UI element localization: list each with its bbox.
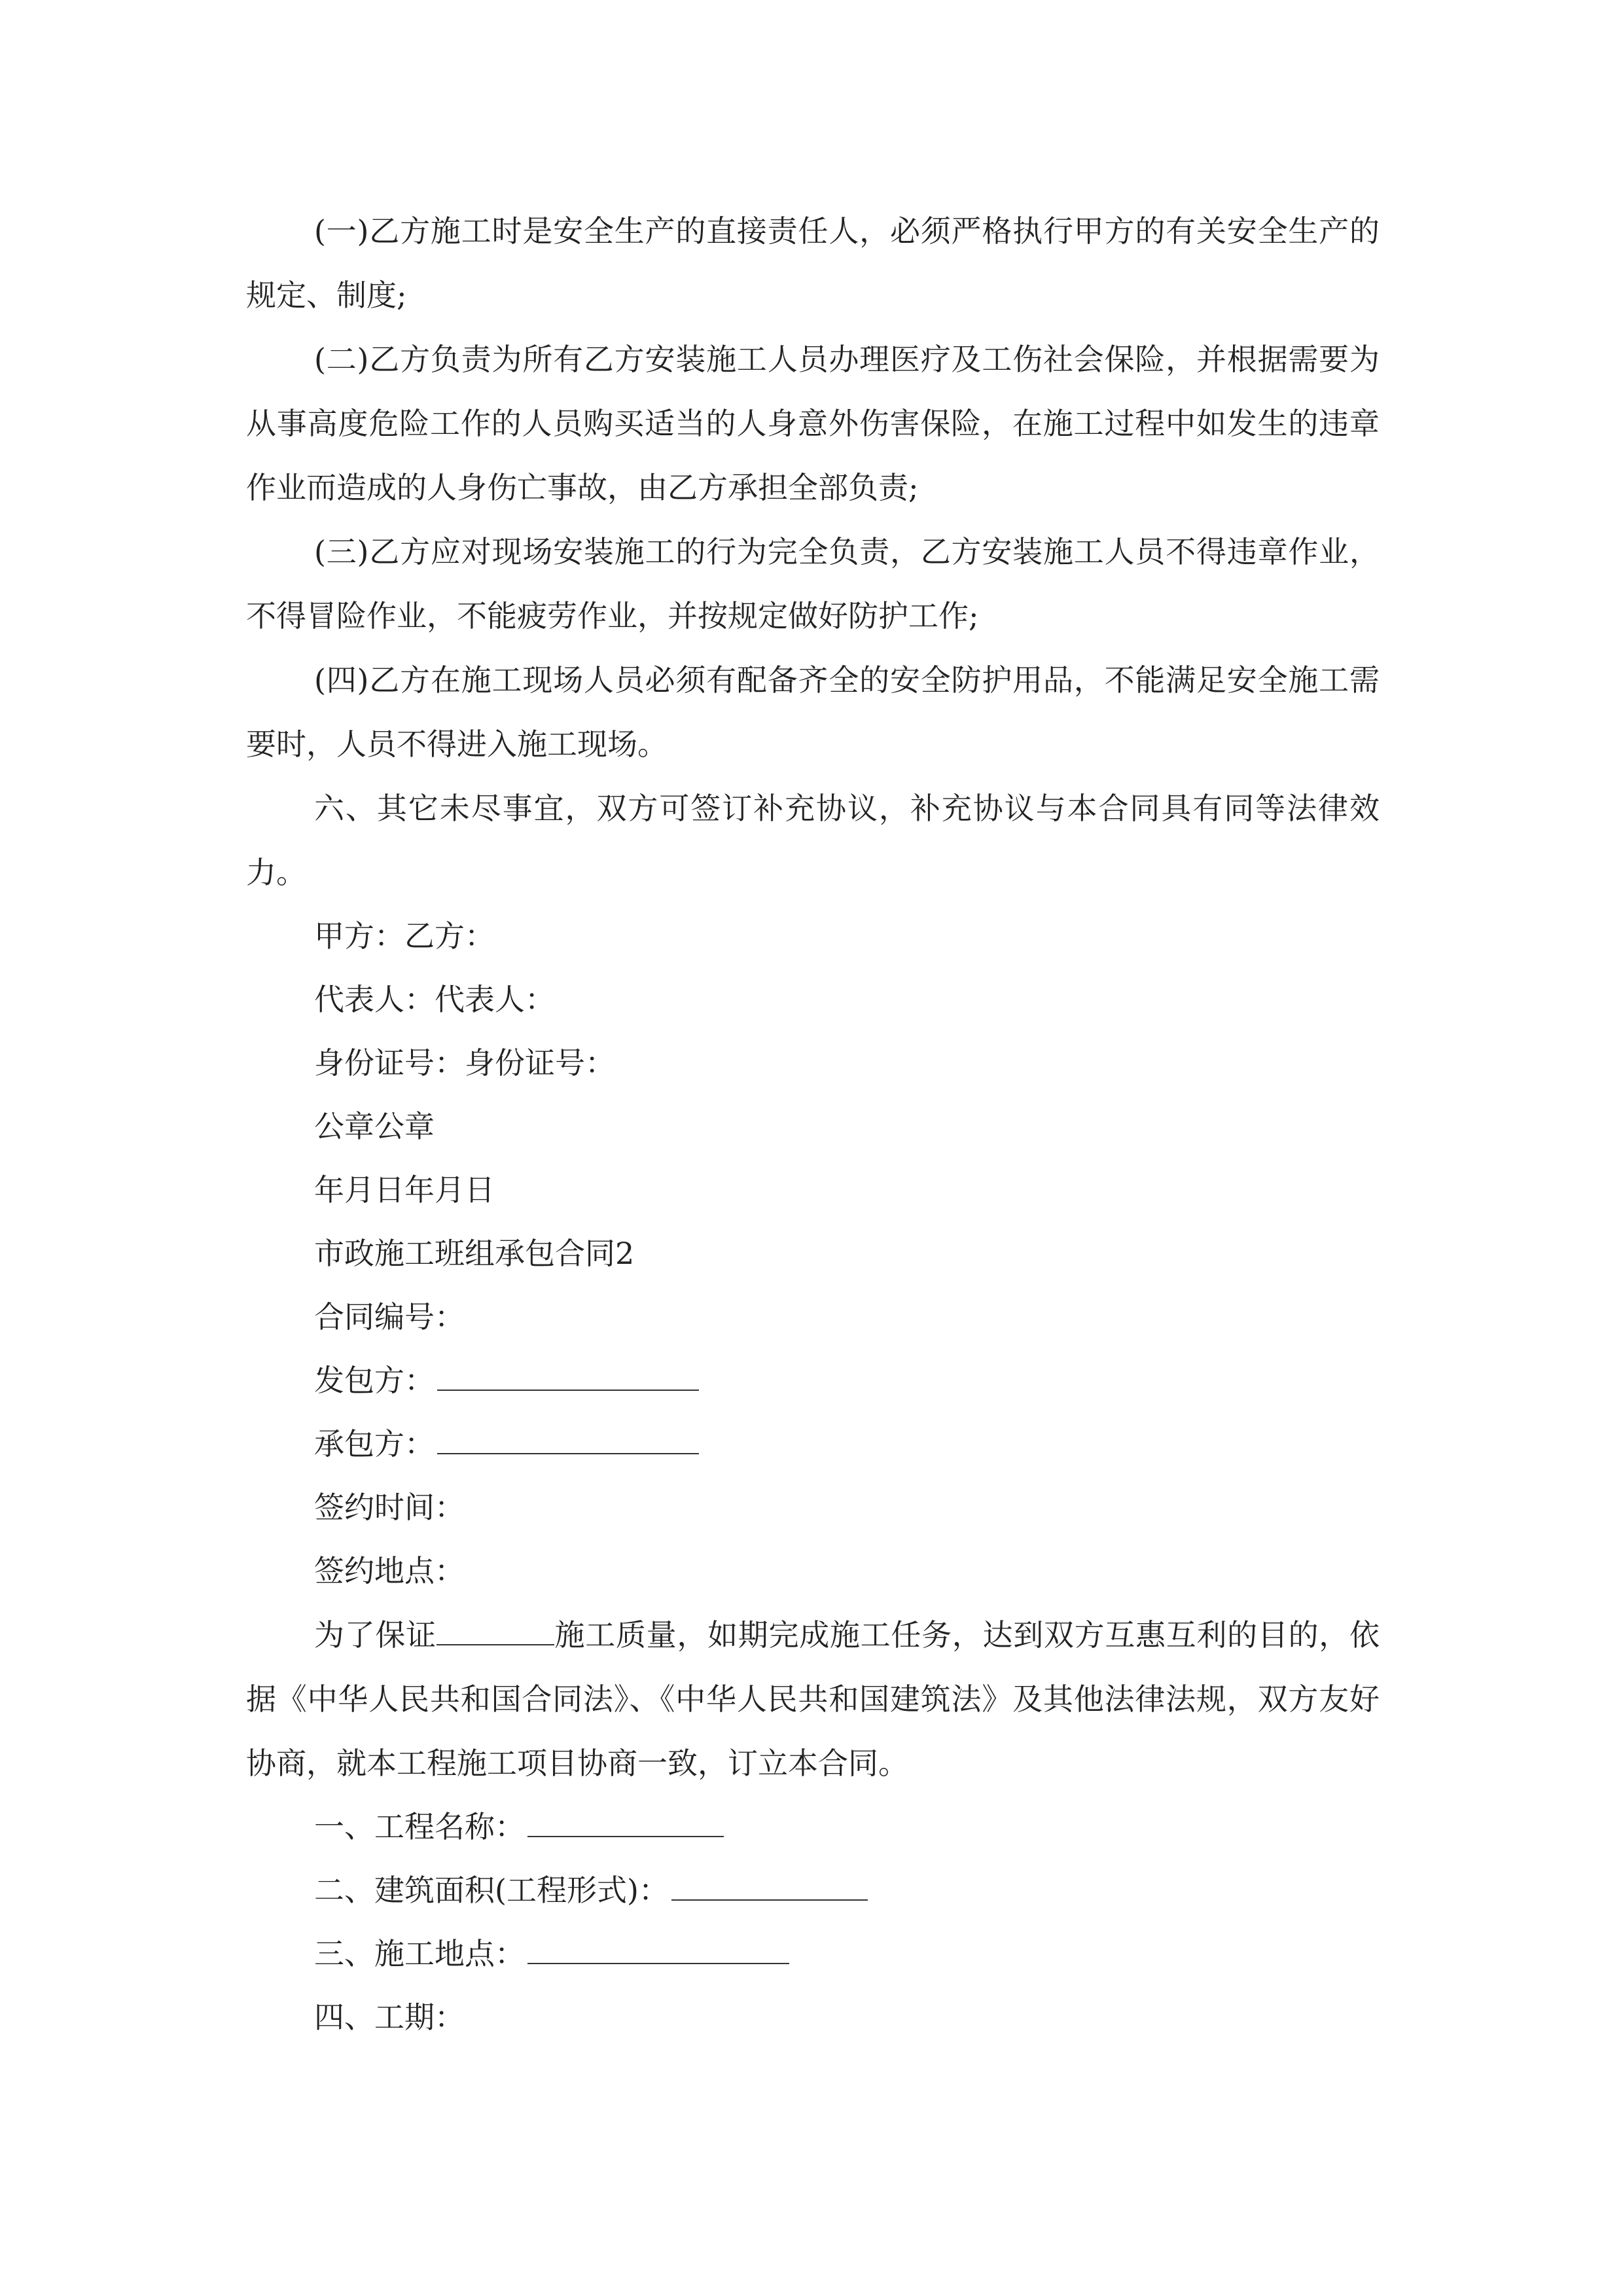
item1-blank [527, 1806, 724, 1837]
sign-place-line [246, 1539, 1380, 1603]
project-name-blank [437, 1614, 554, 1645]
item1-label: 一、工程名称： [314, 1809, 525, 1844]
item4-line [246, 1986, 1380, 2049]
item4-label: 四、工期： [314, 2000, 465, 2035]
contract-number-label: 合同编号： [314, 1299, 465, 1335]
item1-line [246, 1795, 1380, 1859]
intro-part-1: 为了保证 [314, 1617, 437, 1653]
clause-paragraph-1: (一)乙方施工时是安全生产的直接责任人，必须严格执行甲方的有关安全生产的规定、制度; [246, 213, 1380, 313]
contractor-blank [437, 1423, 699, 1454]
item3-label: 三、施工地点： [314, 1936, 525, 1971]
item2-blank [671, 1869, 868, 1901]
clause-paragraph-3: (三)乙方应对现场安装施工的行为完全负责，乙方安装施工人员不得违章作业，不得冒险作业，不能疲劳作业，并按规定做好防护工作; [246, 534, 1380, 634]
contractor-line [246, 1412, 1380, 1476]
clause-paragraph-4: (四)乙方在施工现场人员必须有配备齐全的安全防护用品，不能满足安全施工需要时，人员不得进入施工现场。 [246, 662, 1380, 762]
signature-seal-line: 公章公章 [314, 1109, 435, 1144]
employer-blank [437, 1359, 699, 1391]
signature-id-line: 身份证号：身份证号： [314, 1045, 615, 1081]
sign-place-label: 签约地点： [314, 1553, 465, 1588]
intro-part-2: 施工质量，如期完成施工任务，达到双方互惠互利的目的，依据《中华人民共和国合同法》、《中华人民共和国建筑法》及其他法律法规，双方友好协商，就本工程施工项目协商一致，订立本合同。 [246, 1617, 1380, 1781]
item2-line [246, 1859, 1380, 1922]
signature-representative-line: 代表人：代表人： [314, 982, 555, 1017]
document-body [246, 199, 1380, 2049]
contract2-title: 市政施工班组承包合同2 [314, 1236, 635, 1271]
clause-paragraph-2: (二)乙方负责为所有乙方安装施工人员办理医疗及工伤社会保险，并根据需要为从事高度危险工作的人员购买适当的人身意外伤害保险，在施工过程中如发生的违章作业而造成的人身伤亡事故，由乙方承担全部负责; [246, 342, 1380, 505]
contractor-label: 承包方： [314, 1426, 435, 1462]
sign-time-label: 签约时间： [314, 1490, 465, 1525]
contract-number-line [246, 1285, 1380, 1349]
signature-party-line: 甲方：乙方： [314, 918, 495, 954]
employer-line [246, 1349, 1380, 1412]
clause-paragraph-6: 六、其它未尽事宜，双方可签订补充协议，补充协议与本合同具有同等法律效力。 [246, 791, 1380, 890]
signature-date-line: 年月日年月日 [314, 1172, 495, 1208]
item3-line [246, 1922, 1380, 1986]
intro-paragraph [246, 1603, 1380, 1795]
employer-label: 发包方： [314, 1363, 435, 1398]
item3-blank [527, 1933, 789, 1964]
item2-label: 二、建筑面积(工程形式)： [314, 1873, 669, 1908]
sign-time-line [246, 1476, 1380, 1539]
